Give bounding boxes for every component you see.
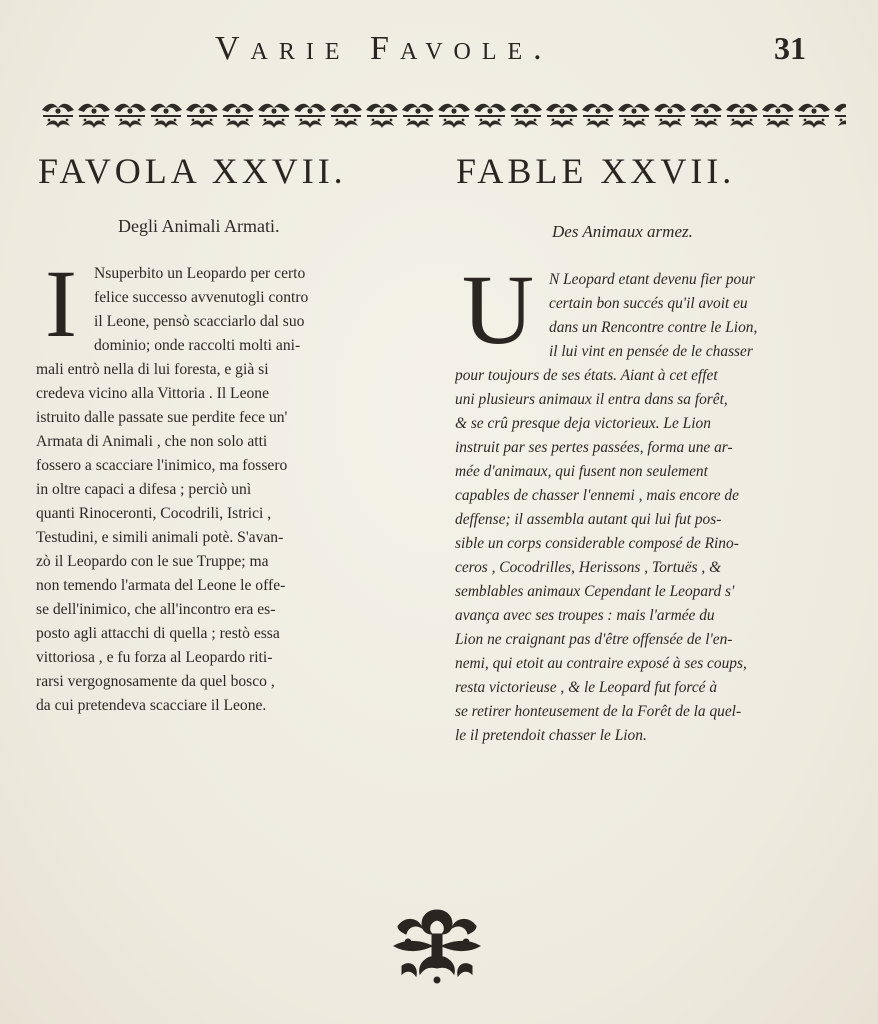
fleuron-unit [78, 104, 110, 128]
text-line: dominio; onde raccolti molti ani- [94, 337, 301, 354]
text-line: il lui vint en pensée de le chasser [549, 343, 753, 360]
fleuron-unit [618, 104, 650, 128]
fleuron-unit [222, 104, 254, 128]
fleuron-unit [186, 104, 218, 128]
text-line: & se crû presque deja victorieux. Le Lion [455, 415, 711, 432]
text-line: nemi, qui etoit au contraire exposé à ses coups, [455, 655, 747, 672]
tailpiece-fleuron-ornament [388, 904, 486, 984]
text-line: in oltre capaci a difesa ; perciò unì [36, 481, 252, 498]
text-line: Testudini, e simili animali potè. S'avan- [36, 529, 284, 546]
text-line: se dell'inimico, che all'incontro era es- [36, 601, 276, 618]
fleuron-unit [150, 104, 182, 128]
text-line: deffense; il assembla autant qui lui fut pos- [455, 511, 722, 528]
text-line: capables de chasser l'ennemi , mais encore de [455, 487, 739, 504]
french-text-column [455, 254, 853, 748]
text-line: Armata di Animali , che non solo atti [36, 433, 268, 450]
text-line: se retirer honteusement de la Forêt de la quel- [455, 703, 742, 720]
fleuron-unit [258, 104, 290, 128]
fleuron-unit [690, 104, 722, 128]
text-line: non temendo l'armata del Leone le offe- [36, 577, 286, 594]
fleuron-unit [42, 104, 74, 128]
fleuron-unit [294, 104, 326, 128]
fleuron-unit [726, 104, 758, 128]
text-line: vittoriosa , e fu forza al Leopardo riti- [36, 649, 273, 666]
fleuron-unit [762, 104, 794, 128]
text-line: instruit par ses pertes passées, forma une ar- [455, 439, 733, 456]
text-line: resta victorieuse , & le Leopard fut forcé à [455, 679, 718, 696]
text-line: il Leone, pensò scacciarlo dal suo [94, 313, 305, 330]
drop-cap-italian: I [45, 250, 77, 357]
fleuron-band-ornament [36, 100, 846, 132]
fleuron-unit [474, 104, 506, 128]
text-line: credeva vicino alla Vittoria . Il Leone [36, 385, 270, 402]
text-line: istruito dalle passate sue perdite fece un' [36, 409, 288, 426]
text-line: semblables animaux Cependant le Leopard s' [455, 583, 735, 600]
text-line: dans un Rencontre contre le Lion, [549, 319, 758, 336]
fleuron-unit [402, 104, 434, 128]
fleuron-unit [366, 104, 398, 128]
fable-heading-french: FABLE XXVII. [456, 151, 736, 191]
text-line: mée d'animaux, qui fusent non seulement [455, 463, 708, 480]
text-line: quanti Rinoceronti, Cocodrili, Istrici , [36, 505, 272, 522]
text-line: da cui pretendeva scacciare il Leone. [36, 697, 267, 714]
fleuron-unit [510, 104, 542, 128]
drop-cap-french: U [461, 254, 535, 365]
fable-subtitle-italian: Degli Animali Armati. [118, 216, 280, 236]
text-line: Nsuperbito un Leopardo per certo [94, 265, 306, 282]
fleuron-unit [654, 104, 686, 128]
fable-subtitle-french: Des Animaux armez. [552, 222, 693, 241]
text-line: rarsi vergognosamente da quel bosco , [36, 673, 275, 690]
fable-heading-italian: FAVOLA XXVII. [38, 151, 347, 191]
text-line: certain bon succés qu'il avoit eu [549, 295, 748, 312]
text-line: sible un corps considerable composé de Rino- [455, 535, 739, 552]
text-line: uni plusieurs animaux il entra dans sa forêt, [455, 391, 728, 408]
running-title: Varie Favole. [215, 30, 553, 67]
text-line: felice successo avvenutogli contro [94, 289, 309, 306]
text-line: pour toujours de ses états. Aiant à cet effet [455, 367, 718, 384]
text-line: ceros , Cocodrilles, Herissons , Tortuës , & [455, 559, 722, 576]
fleuron-unit [438, 104, 470, 128]
running-head [0, 28, 878, 74]
text-line: avança avec ses troupes : mais l'armée du [455, 607, 715, 624]
fleuron-unit [582, 104, 614, 128]
text-line: posto agli attacchi di quella ; restò essa [36, 625, 280, 642]
text-line: le il pretendoit chasser le Lion. [455, 727, 647, 744]
page-number: 31 [774, 30, 806, 66]
fleuron-unit [330, 104, 362, 128]
fleuron-unit [114, 104, 146, 128]
text-line: zò il Leopardo con le sue Truppe; ma [36, 553, 269, 570]
fleuron-unit [834, 104, 846, 128]
fleuron-unit [546, 104, 578, 128]
text-line: fossero a scacciare l'inimico, ma fossero [36, 457, 288, 474]
italian-text-column [36, 250, 430, 718]
text-line: N Leopard etant devenu fier pour [549, 271, 755, 288]
fleuron-unit [798, 104, 830, 128]
text-line: mali entrò nella di lui foresta, e già si [36, 361, 269, 378]
text-line: Lion ne craignant pas d'être offensée de l'en- [455, 631, 733, 648]
